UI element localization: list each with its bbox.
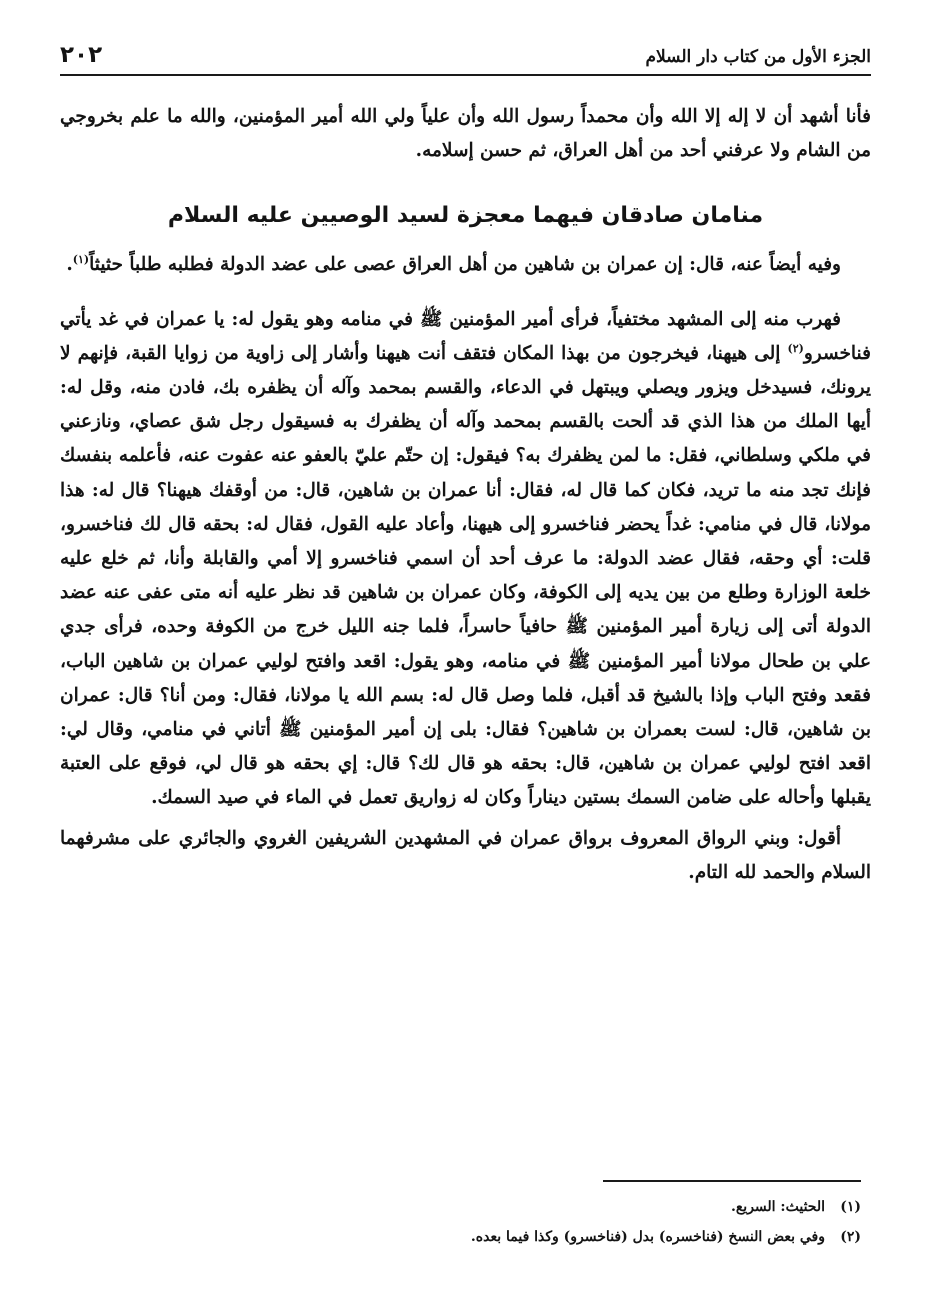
closing-lead: أقول: [797,827,841,849]
footnotes [60,1192,861,1252]
intro-paragraph: فأنا أشهد أن لا إله إلا الله وأن محمداً رسول الله وأن علياً ولي الله أمير المؤمنين، والله ما علم بخروجي من الشام ولا عرفني أحد من أهل العراق، ثم حسن إسلامه. [60,106,871,162]
book-title: الجزء الأول من كتاب دار السلام [645,47,871,67]
footnote-item [60,1192,861,1222]
footnote-number: (١) [840,1199,861,1215]
footnote-text: الحثيث: السريع. [730,1199,825,1215]
footnote-number: (٢) [840,1229,861,1245]
report-paragraph: وفيه أيضاً عنه، قال: إن عمران بن شاهين من أهل العراق عصى على عضد الدولة فطلبه طلباً حثيثاً$^{(١)}$. [66,253,841,276]
footnote-ref-1: (١) [72,253,90,267]
page-number: ٢٠٢ [60,42,103,68]
section-heading: منامان صادقان فيهما معجزة لسيد الوصيين عليه السلام [167,203,764,229]
footnote-ref-2: (٢) [787,341,804,355]
footnote-text: وفي بعض النسخ (فناخسره) بدل (فناخسرو) وكذا فيما بعده. [470,1229,825,1245]
story-text-part2: إلى هيهنا، فيخرجون من بهذا المكان فتقف أنت هيهنا وأشار إلى زاوية من زوايا القبة، فإنهم لا يرونك، فسيدخل ويزور ويصلي ويبتهل في الدعاء، والقسم بمحمد وآله أن يظفره بك، فادن منه، وقل له: أيها الملك من هذا الذي قد ألحت بالقسم بمحمد وآله أن يظفرك به فسيقول رجل شق عصاي، ونازعني في ملكي وسلطاني، فقل: ما لمن يظفرك به؟ فيقول: إن حتّم عليّ بالعفو عنه عفوت عنه، فأعلمه بنفسك فإنك تجد منه ما تريد، فكان كما قال له، فقال: أنا عمران بن شاهين، قال: من أوقفك هيهنا؟ قال له: هذا مولانا، قال في منامي: غداً يحضر فناخسرو إلى هيهنا، وأعاد عليه القول، فقال له: بحقه قال لك فناخسرو، قلت: أي وحقه، فقال عضد الدولة: ما عرف أحد أن اسمي فناخسرو إلا أمي والقابلة وأنا، ثم خلع عليه خلعة الوزارة وطلع من بين يديه إلى الكوفة، وكان عمران بن شاهين قد نظر عليه أنه متى عفى عنه عضد الدولة أتى إلى زيارة أمير المؤمنين ﷺ حافياً حاسراً، فلما جنه الليل خرج من الكوفة وحده، فرأى جدي علي بن طحال مولانا أمير المؤمنين ﷺ في منامه، وهو يقول: اقعد وافتح لوليي عمران بن شاهين الباب، فقعد وفتح الباب وإذا بالشيخ قد أقبل، فلما وصل قال له: بسم الله يا مولانا، فقال: ومن أنا؟ قال: عمران بن شاهين، قال: لست بعمران بن شاهين؟ فقال: بلى إن أمير المؤمنين ﷺ أتاني في منامي، وقال لي: اقعد افتح لوليي عمران بن شاهين، قال: بحقه هو قال لك؟ قال: إي بحقه هو قال لي، فوقع على العتبة يقبلها وأحاله على ضامن السمك بستين ديناراً وكان له زواريق تعمل في الماء في صيد السمك. [60,342,871,809]
running-header [60,34,871,76]
story-paragraph [60,303,871,816]
report-text: وفيه أيضاً عنه، قال: إن عمران بن شاهين من أهل العراق عصى على عضد الدولة فطلبه طلباً حثيثاً [89,254,841,276]
main-text [60,100,871,890]
closing-paragraph [60,822,871,890]
story-text-part1: فهرب منه إلى المشهد مختفياً، فرأى أمير المؤمنين ﷺ في منامه وهو يقول له: يا عمران في غد يأتي فناخسرو [60,308,871,364]
closing-text: وبني الرواق المعروف برواق عمران في المشهدين الشريفين الغروي والجائري على مشرفهما السلام والحمد لله التام. [60,827,871,883]
footnote-divider [603,1180,861,1182]
footnote-item [60,1222,861,1252]
